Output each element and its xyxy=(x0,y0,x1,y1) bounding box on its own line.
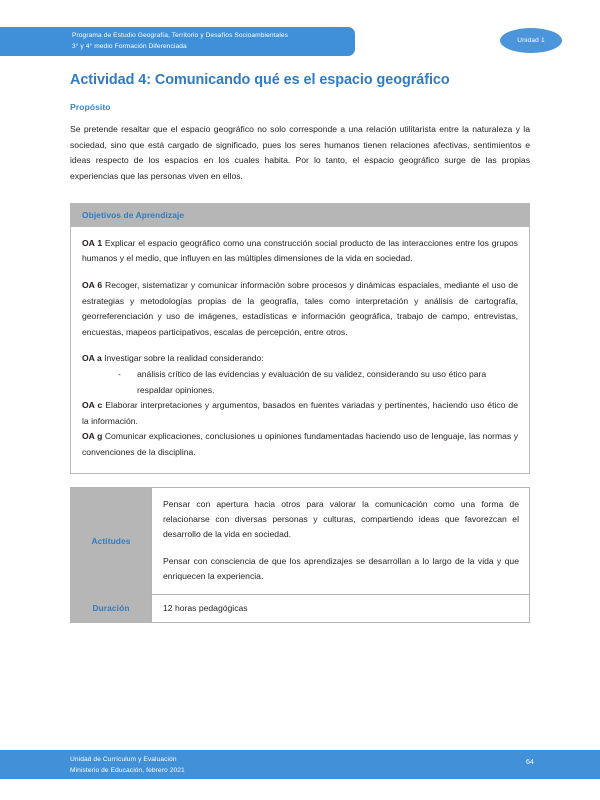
table-row xyxy=(71,594,530,622)
duracion-label: Duración xyxy=(71,594,152,622)
objetivo-code: OA 6 xyxy=(82,280,103,290)
objetivos-body xyxy=(71,227,529,473)
objetivo-text: Explicar el espacio geográfico como una construcción social producto de las interacciones entre los grupos humanos y el medio, que influyen en las múltiples dimensiones de la vida en sociedad. xyxy=(82,237,518,264)
objetivo-code: OA a xyxy=(82,353,102,364)
proposito-text: Se pretende resaltar que el espacio geográfico no solo corresponde a una relación utilitarista entre la naturaleza y la sociedad, sino que está cargado de significado, pues los seres humanos tienen relaciones afectivas, sentimientos e ideas respecto de los espacios en los cuales habita. Por lo tanto, el espacio geográfico surge de las propias experiencias que las personas viven en ellos. xyxy=(70,124,530,182)
objetivo-bullet-item xyxy=(82,367,518,398)
objetivo-item xyxy=(82,236,518,267)
page-content xyxy=(70,0,530,623)
duracion-value: 12 horas pedagógicas xyxy=(152,594,530,622)
objetivos-heading: Objetivos de Aprendizaje xyxy=(71,204,529,227)
objetivo-text: Comunicar explicaciones, conclusiones u opiniones fundamentadas haciendo uso de lenguaje, las normas y convenciones de la disciplina. xyxy=(82,431,518,457)
actitudes-label: Actitudes xyxy=(71,487,152,594)
objetivo-code: OA 1 xyxy=(82,237,103,248)
footer-line2: Ministerio de Educación, febrero 2021 xyxy=(70,766,185,774)
objetivo-text: Recoger, sistematizar y comunicar información sobre procesos y dinámicas espaciales, mediante el uso de estrategias y metodologías propias de la geografía, tales como interpretación y análisis de cartografía, georreferenciación y uso de imágenes, estadísticas e información geográfica, trabajo de campo, entrevistas, encuestas, mapeos participativos, escalas de percepción, entre otros. xyxy=(82,280,518,337)
objetivo-item xyxy=(82,429,518,460)
bullet-dash-icon: - xyxy=(118,368,121,379)
objetivo-code: OA g xyxy=(82,431,103,442)
unit-badge: Unidad 1 xyxy=(500,28,562,53)
footer-line1: Unidad de Currículum y Evaluación xyxy=(70,756,177,763)
objetivo-text: Elaborar interpretaciones y argumentos, basados en fuentes variadas y pertinentes, haciendo uso ético de la información. xyxy=(82,400,518,426)
objetivo-item xyxy=(82,398,518,429)
table-row xyxy=(71,487,530,594)
page-title: Actividad 4: Comunicando qué es el espacio geográfico xyxy=(70,72,450,88)
page-number: 64 xyxy=(526,759,534,766)
objetivo-item xyxy=(82,351,518,367)
objetivo-bullet-text: análisis crítico de las evidencias y evaluación de su validez, considerando su uso ético para respaldar opiniones. xyxy=(137,368,487,395)
attributes-table xyxy=(70,487,530,623)
objetivo-item xyxy=(82,278,518,340)
actitudes-paragraph: Pensar con apertura hacia otros para valorar la comunicación como una forma de relacionarse con diversas personas y culturas, compartiendo ideas que favorezcan el desarrollo de la vida en sociedad. xyxy=(163,498,519,540)
footer-institution xyxy=(70,755,185,776)
proposito-label: Propósito xyxy=(70,102,111,112)
header-program-line2: 3° y 4° medio Formación Diferenciada xyxy=(72,42,187,50)
actitudes-value xyxy=(152,487,530,594)
header-program-line1: Programa de Estudio Geografía, Territorio y Desafíos Socioambientales xyxy=(72,32,289,39)
objetivos-table xyxy=(70,203,530,474)
objetivo-text: Investigar sobre la realidad considerando: xyxy=(101,353,264,364)
footer-band xyxy=(0,750,600,779)
objetivo-code: OA c xyxy=(82,400,103,411)
actitudes-paragraph: Pensar con consciencia de que los aprendizajes se desarrollan a lo largo de la vida y que enriquecen la experiencia. xyxy=(163,555,519,582)
